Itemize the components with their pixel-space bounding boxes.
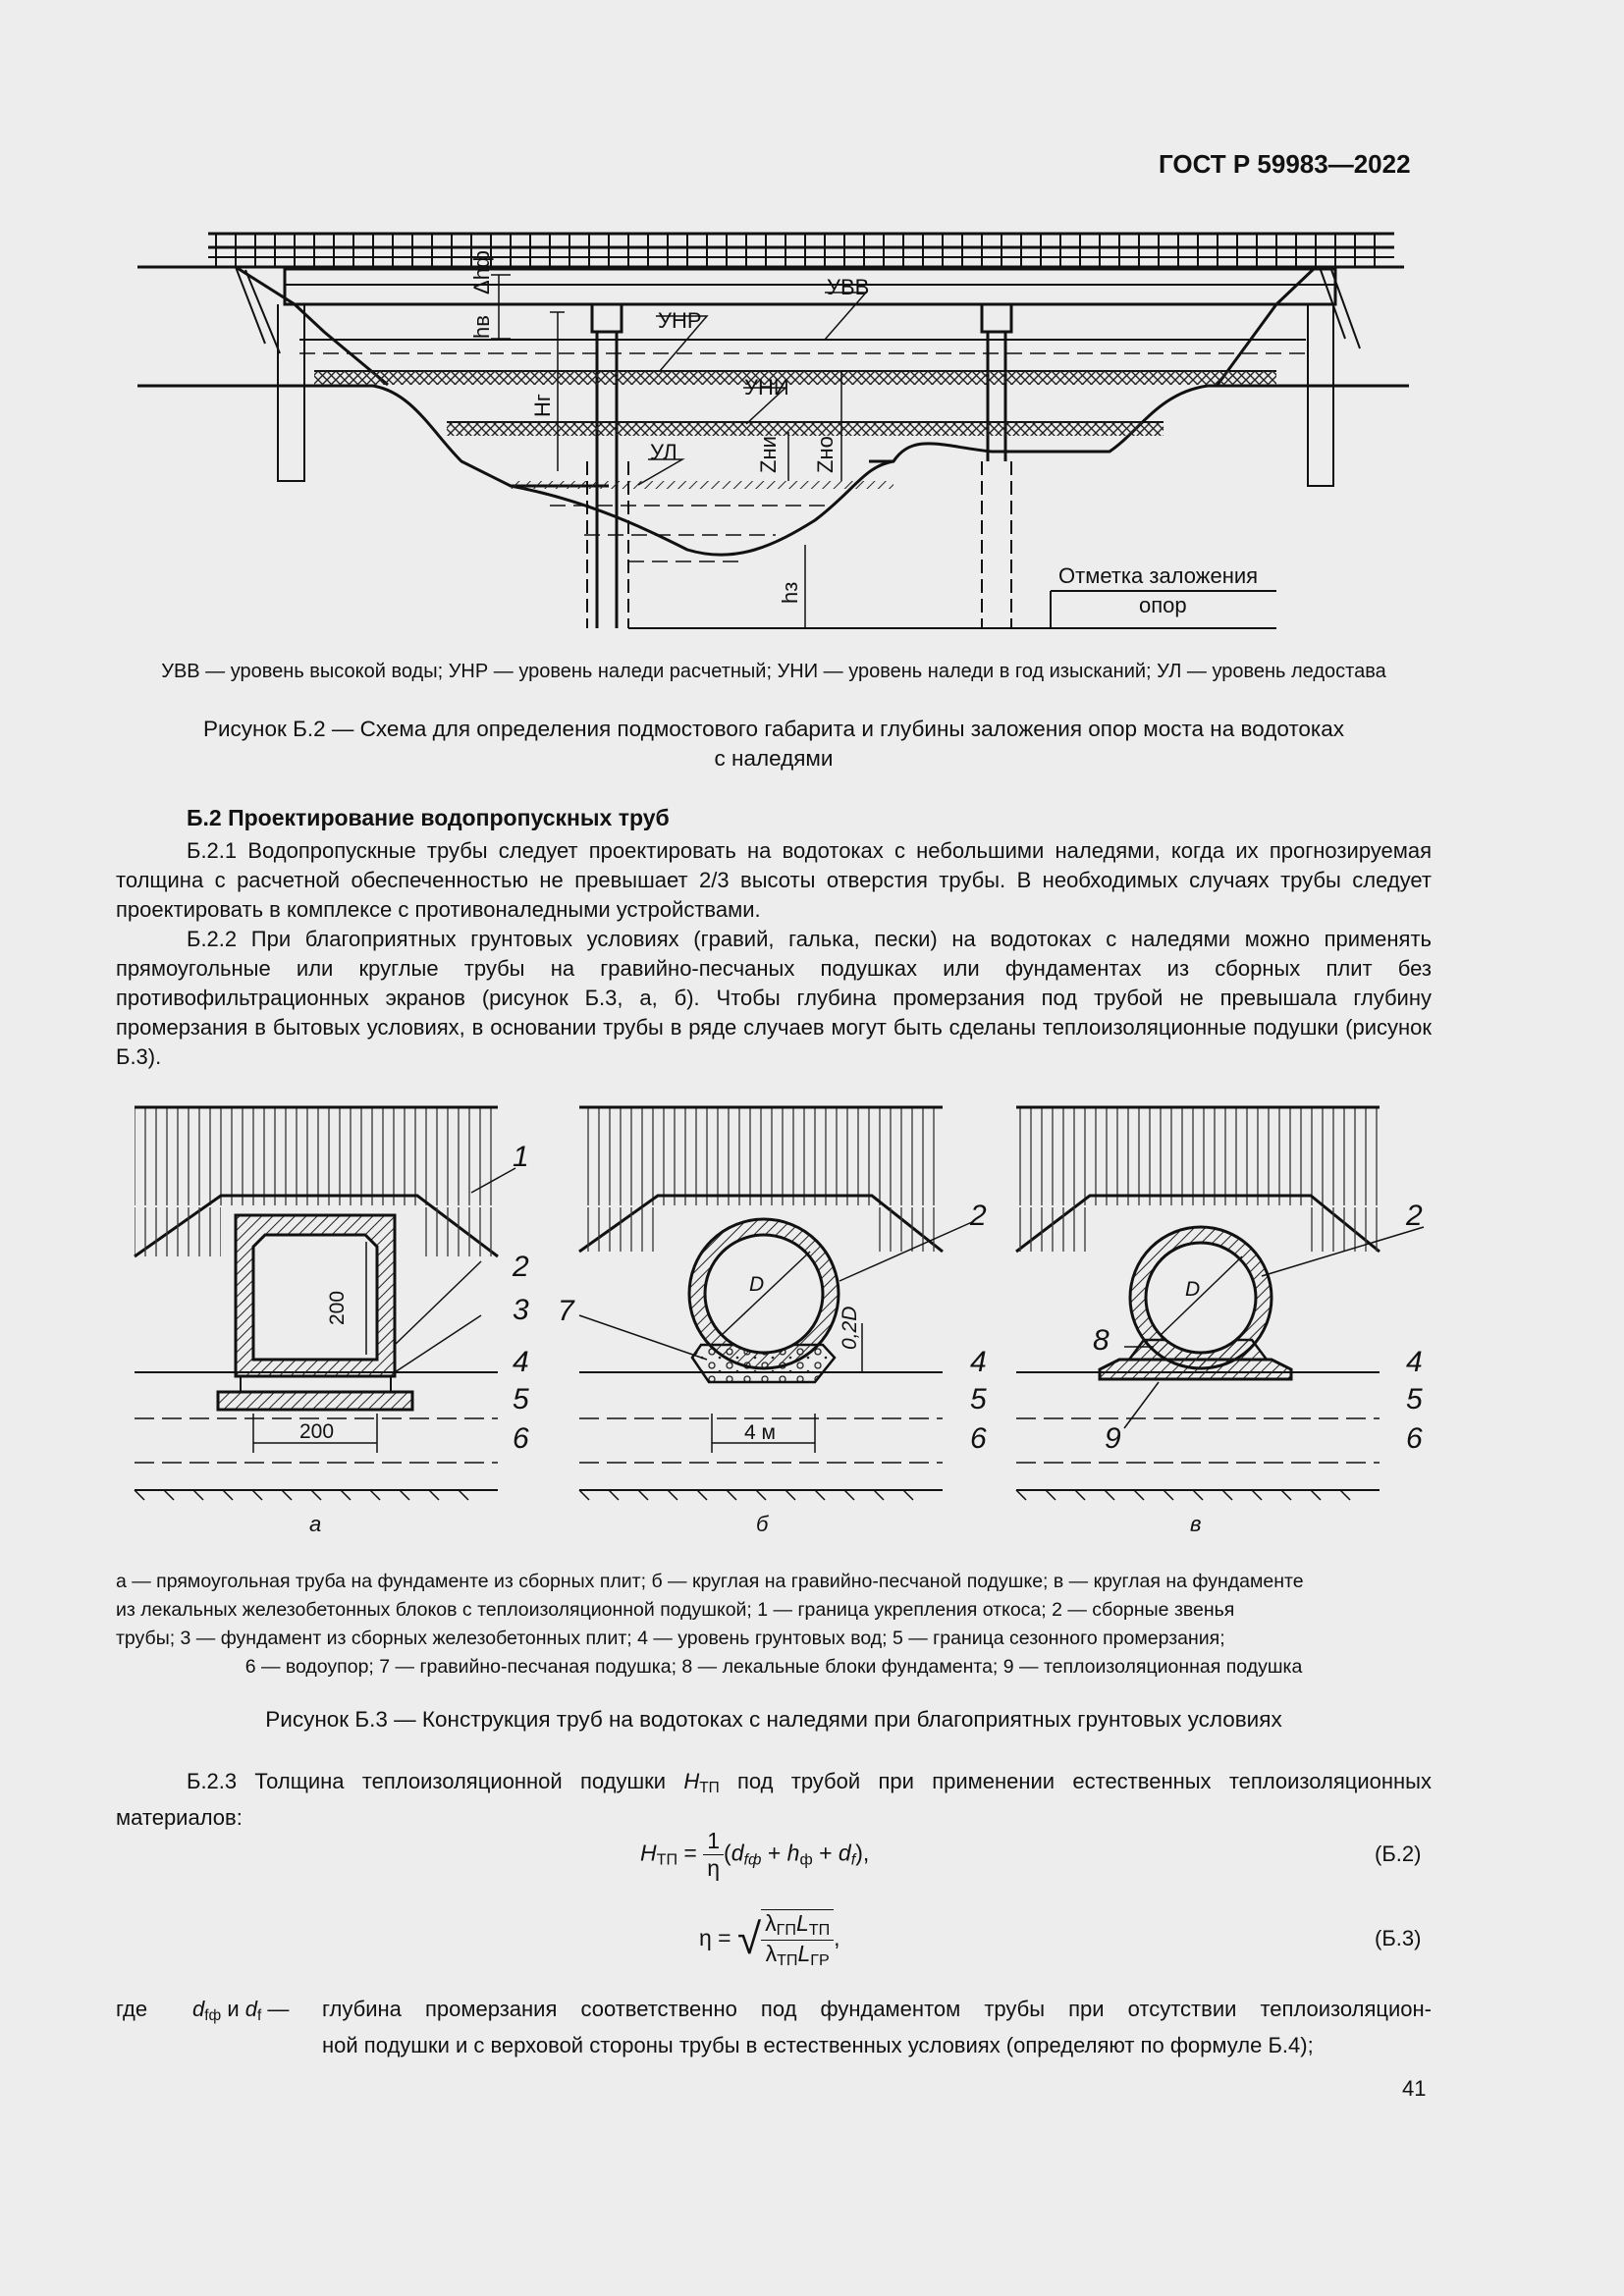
eq3-tail: , [834, 1925, 840, 1951]
figure-b3-legend [116, 1568, 1432, 1682]
label-h3: hз [778, 581, 802, 604]
label-zni: Zни [756, 436, 781, 473]
eq3-num-L: L [795, 1910, 809, 1936]
where-sym2-sub: f [256, 2007, 262, 2024]
eq2-h: h [786, 1840, 800, 1866]
where-sym2: d [244, 1997, 257, 2021]
panel-a-letter: а [309, 1512, 322, 1536]
legend-line-4: 6 — водоупор; 7 — гравийно-песчаная подушка; 8 — лекальные блоки фундамента; 9 — теплоизоляционная подушка [244, 1656, 1303, 1678]
where-and: и [221, 1997, 245, 2021]
callout-6-a: 6 [513, 1422, 529, 1455]
eq2-plus2: + [812, 1840, 839, 1866]
where-dash: — [261, 1997, 290, 2021]
where-sym1: d [192, 1997, 205, 2021]
caption-line-2: с наледями [714, 746, 834, 771]
callout-8: 8 [1093, 1324, 1110, 1357]
eq3-den-L: L [797, 1941, 811, 1966]
where-block [116, 1995, 1432, 2060]
standard-header: ГОСТ Р 59983—2022 [1159, 149, 1411, 179]
callout-3: 3 [513, 1294, 529, 1326]
eq2-lhs: H [640, 1840, 657, 1866]
dim-b-02d: 0,2D [839, 1306, 861, 1350]
eq3-num [761, 1910, 834, 1941]
eq2-den: η [707, 1855, 721, 1881]
eq2-d2: d [838, 1840, 851, 1866]
callout-6-b: 6 [970, 1422, 987, 1455]
sqrt-icon: √ [737, 1915, 762, 1963]
eq3-den-L-sub: ГР [810, 1951, 830, 1969]
paragraph-b21: Б.2.1 Водопропускные трубы следует проектировать на водотоках с небольшими наледями, когда их прогнозируемая толщина с расчетной обеспеченностью не превышает 2/3 высоты отверстия трубы. В необходимых случаях трубы следует проектировать в комплексе с противоналедными устройствами. [116, 838, 1432, 922]
callout-1: 1 [513, 1141, 529, 1173]
label-uvv: УВВ [827, 275, 870, 299]
legend-line-3: трубы; 3 — фундамент из сборных железобетонных плит; 4 — уровень грунтовых вод; 5 — граница сезонного промерзания; [116, 1628, 1225, 1649]
p3-end: под трубой при применении естественных теплоизоляционных материалов: [116, 1769, 1432, 1830]
panel-b-letter: б [756, 1512, 769, 1536]
callout-2-a: 2 [513, 1251, 529, 1283]
label-c-d: D [1185, 1278, 1201, 1301]
eq2-fraction [703, 1828, 724, 1882]
where-symbols [192, 1995, 322, 2031]
where-line-2: ной подушки и с верховой стороны трубы в естественных условиях (определяют по формуле Б.4); [322, 2033, 1314, 2057]
eq3-fraction [761, 1909, 834, 1970]
caption-line-1: Рисунок Б.2 — Схема для определения подмостового габарита и глубины заложения опор моста на водотоках [202, 717, 1345, 741]
label-b-d: D [749, 1273, 765, 1296]
callout-2-c: 2 [1406, 1200, 1423, 1232]
eq2-d2-sub: f [850, 1850, 856, 1869]
p3-var: H [683, 1769, 700, 1793]
callout-4-a: 4 [513, 1346, 529, 1378]
label-unr: УНР [658, 308, 702, 333]
figure-b3-caption: Рисунок Б.3 — Конструкция труб на водотоках с наледями при благоприятных грунтовых условиях [265, 1707, 1282, 1732]
label-ul: УЛ [650, 440, 677, 464]
callout-5-c: 5 [1406, 1383, 1423, 1415]
eq2-open: ( [724, 1840, 731, 1866]
p3-var-sub: ТП [699, 1780, 720, 1796]
dim-a-height: 200 [326, 1290, 349, 1325]
where-sym1-sub: fф [204, 2007, 222, 2024]
callout-2-b: 2 [970, 1200, 987, 1232]
legend-line-1: а — прямоугольная труба на фундаменте из сборных плит; б — круглая на гравийно-песчаной подушке; в — круглая на фундаменте [116, 1571, 1304, 1592]
equation-b3-number: (Б.3) [1375, 1926, 1422, 1950]
dim-b-width: 4 м [744, 1421, 776, 1444]
eq3-lhs: η = [699, 1925, 738, 1951]
callout-7: 7 [558, 1295, 574, 1327]
where-line-1 [116, 1995, 1432, 2031]
callout-5-a: 5 [513, 1383, 529, 1415]
label-mark-2: опор [1139, 593, 1187, 617]
callout-5-b: 5 [970, 1383, 987, 1415]
callout-4-b: 4 [970, 1346, 987, 1378]
label-hv: hв [469, 315, 494, 339]
eq2-lhs-sub: ТП [656, 1850, 678, 1869]
eq2-eq: = [677, 1840, 704, 1866]
eq3-den [761, 1941, 834, 1970]
section-title: Б.2 Проектирование водопропускных труб [187, 805, 670, 830]
where-text-1: глубина промерзания соответственно под фундаментом трубы при отсутствии теплоизоляцион- [322, 1997, 1432, 2021]
paragraph-b23 [116, 1767, 1432, 1833]
eq2-h-sub: ф [799, 1850, 813, 1869]
callout-4-c: 4 [1406, 1346, 1423, 1378]
label-delta-hf: Δhф [469, 249, 494, 294]
equation-b2 [640, 1828, 869, 1882]
p3-start: Б.2.3 Толщина теплоизоляционной подушки [187, 1769, 684, 1793]
label-mark-1: Отметка заложения [1058, 563, 1259, 588]
eq3-num-l: λ [765, 1910, 777, 1936]
label-hg: Hг [530, 394, 555, 417]
eq2-plus1: + [761, 1840, 787, 1866]
callout-9: 9 [1105, 1422, 1121, 1455]
label-zno: Zно [813, 436, 838, 473]
callout-6-c: 6 [1406, 1422, 1423, 1455]
equation-b2-number: (Б.2) [1375, 1842, 1422, 1866]
eq2-close: ), [855, 1840, 870, 1866]
paragraph-b22: Б.2.2 При благоприятных грунтовых условиях (гравий, галька, пески) на водотоках с наледями можно применять прямоугольные или круглые трубы на гравийно-песчаных подушках или фундаментах из сборных плит без противофильтрационных экранов (рисунок Б.3, а, б). Чтобы глубина промерзания под трубой не превышала глубину промерзания в бытовых условиях, в основании трубы в ряде случаев могут быть сделаны теплоизоляционные подушки (рисунок Б.3). [116, 927, 1432, 1069]
page-number: 41 [1402, 2076, 1427, 2101]
eq2-num: 1 [703, 1828, 724, 1855]
eq3-num-l-sub: ГП [776, 1921, 796, 1939]
equation-b3 [699, 1909, 840, 1970]
eq2-d1: d [731, 1840, 744, 1866]
eq2-d1-sub: fф [743, 1850, 762, 1869]
legend-line-2: из лекальных железобетонных блоков с теплоизоляционной подушкой; 1 — граница укрепления откоса; 2 — сборные звенья [116, 1599, 1235, 1621]
dim-a-width: 200 [299, 1420, 335, 1443]
eq3-num-L-sub: ТП [808, 1921, 831, 1939]
eq3-den-l: λ [765, 1941, 778, 1966]
eq3-den-l-sub: ТП [777, 1951, 798, 1969]
where-word: где [116, 1997, 148, 2021]
figure-b2-legend: УВВ — уровень высокой воды; УНР — уровень наледи расчетный; УНИ — уровень наледи в год изысканий; УЛ — уровень ледостава [161, 661, 1386, 682]
label-uni: УНИ [744, 375, 789, 400]
panel-c-letter: в [1190, 1512, 1202, 1536]
